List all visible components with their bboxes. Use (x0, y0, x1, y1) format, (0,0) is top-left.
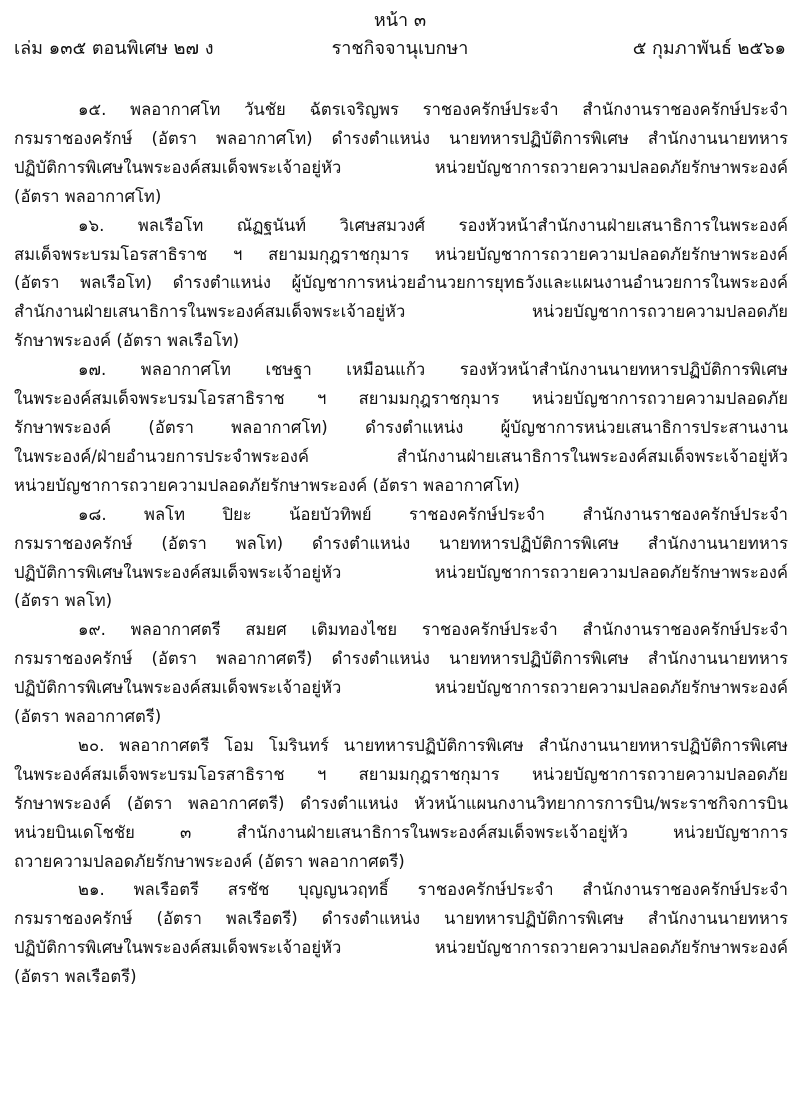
paragraph-line: กรมราชองครักษ์ (อัตรา พลอากาศตรี) ดำรงตำแหน่ง นายทหารปฏิบัติการพิเศษ สำนักงานนายทหาร (14, 649, 788, 669)
page-header (14, 35, 786, 63)
paragraph-line: รักษาพระองค์ (อัตรา พลเรือโท) (14, 331, 240, 351)
paragraph-line: ในพระองค์สมเด็จพระบรมโอรสาธิราช ฯ สยามมกุฎราชกุมาร หน่วยบัญชาการถวายความปลอดภัย (14, 764, 788, 784)
paragraph-line: (อัตรา พลโท) (14, 591, 113, 611)
document-body (14, 96, 788, 992)
paragraph-line: (อัตรา พลเรือโท) ดำรงตำแหน่ง ผู้บัญชาการหน่วยอำนวยการยุทธวังและแผนงานอำนวยการในพระองค์ (14, 273, 788, 293)
paragraph-line: ๒๐. พลอากาศตรี โอม โมรินทร์ นายทหารปฏิบัติการพิเศษ สำนักงานนายทหารปฏิบัติการพิเศษ (78, 735, 788, 755)
paragraph-line: ถวายความปลอดภัยรักษาพระองค์ (อัตรา พลอากาศตรี) (14, 851, 405, 871)
paragraph-line: ๑๙. พลอากาศตรี สมยศ เติมทองไชย ราชองครักษ์ประจำ สำนักงานราชองครักษ์ประจำ (78, 620, 788, 640)
appointment-paragraph (14, 732, 788, 877)
paragraph-line: ปฏิบัติการพิเศษในพระองค์สมเด็จพระเจ้าอยู่หัว หน่วยบัญชาการถวายความปลอดภัยรักษาพระองค์ (14, 938, 788, 958)
paragraph-line: ๒๑. พลเรือตรี สรชัช บุญญนวฤทธิ์ ราชองครักษ์ประจำ สำนักงานราชองครักษ์ประจำ (78, 880, 788, 900)
paragraph-line: ในพระองค์/ฝ่ายอำนวยการประจำพระองค์ สำนักงานฝ่ายเสนาธิการในพระองค์สมเด็จพระเจ้าอยู่หัว (14, 446, 788, 466)
paragraph-line: รักษาพระองค์ (อัตรา พลอากาศโท) ดำรงตำแหน่ง ผู้บัญชาการหน่วยเสนาธิการประสานงาน (14, 417, 788, 437)
appointment-paragraph (14, 356, 788, 501)
paragraph-line: กรมราชองครักษ์ (อัตรา พลเรือตรี) ดำรงตำแหน่ง นายทหารปฏิบัติการพิเศษ สำนักงานนายทหาร (14, 909, 788, 929)
appointment-paragraph (14, 876, 788, 992)
paragraph-line: สำนักงานฝ่ายเสนาธิการในพระองค์สมเด็จพระเจ้าอยู่หัว หน่วยบัญชาการถวายความปลอดภัย (14, 302, 788, 322)
paragraph-line: รักษาพระองค์ (อัตรา พลอากาศตรี) ดำรงตำแหน่ง หัวหน้าแผนกงานวิทยาการการบิน/พระราชกิจการบิน (14, 793, 788, 813)
header-date: ๕ กุมภาพันธ์ ๒๕๖๑ (632, 38, 786, 59)
paragraph-line: ๑๕. พลอากาศโท วันชัย ฉัตรเจริญพร ราชองครักษ์ประจำ สำนักงานราชองครักษ์ประจำ (78, 100, 788, 119)
page-number: หน้า ๓ (373, 10, 427, 31)
header-volume-issue: เล่ม ๑๓๕ ตอนพิเศษ ๒๗ ง (14, 38, 214, 59)
paragraph-line: (อัตรา พลเรือตรี) (14, 967, 137, 987)
header-publication-title: ราชกิจจานุเบกษา (331, 38, 469, 59)
appointment-paragraph (14, 501, 788, 617)
paragraph-line: หน่วยบินเดโชชัย ๓ สำนักงานฝ่ายเสนาธิการในพระองค์สมเด็จพระเจ้าอยู่หัว หน่วยบัญชาการ (14, 822, 788, 842)
paragraph-line: (อัตรา พลอากาศโท) (14, 186, 162, 206)
paragraph-line: กรมราชองครักษ์ (อัตรา พลอากาศโท) ดำรงตำแหน่ง นายทหารปฏิบัติการพิเศษ สำนักงานนายทหาร (14, 128, 788, 148)
paragraph-line: ปฏิบัติการพิเศษในพระองค์สมเด็จพระเจ้าอยู่หัว หน่วยบัญชาการถวายความปลอดภัยรักษาพระองค์ (14, 157, 788, 177)
paragraph-line: ในพระองค์สมเด็จพระบรมโอรสาธิราช ฯ สยามมกุฎราชกุมาร หน่วยบัญชาการถวายความปลอดภัย (14, 389, 788, 409)
paragraph-line: ปฏิบัติการพิเศษในพระองค์สมเด็จพระเจ้าอยู่หัว หน่วยบัญชาการถวายความปลอดภัยรักษาพระองค์ (14, 678, 788, 698)
paragraph-line: ๑๘. พลโท ปิยะ น้อยบัวทิพย์ ราชองครักษ์ประจำ สำนักงานราชองครักษ์ประจำ (78, 504, 788, 524)
paragraph-line: สมเด็จพระบรมโอรสาธิราช ฯ สยามมกุฎราชกุมาร หน่วยบัญชาการถวายความปลอดภัยรักษาพระองค์ (14, 244, 788, 264)
appointment-paragraph (14, 96, 788, 212)
paragraph-line: หน่วยบัญชาการถวายความปลอดภัยรักษาพระองค์ (อัตรา พลอากาศโท) (14, 475, 520, 495)
paragraph-line: กรมราชองครักษ์ (อัตรา พลโท) ดำรงตำแหน่ง นายทหารปฏิบัติการพิเศษ สำนักงานนายทหาร (14, 533, 788, 553)
paragraph-line: ปฏิบัติการพิเศษในพระองค์สมเด็จพระเจ้าอยู่หัว หน่วยบัญชาการถวายความปลอดภัยรักษาพระองค์ (14, 562, 788, 582)
paragraph-line: ๑๗. พลอากาศโท เชษฐา เหมือนแก้ว รองหัวหน้าสำนักงานนายทหารปฏิบัติการพิเศษ (78, 360, 788, 380)
appointment-paragraph (14, 212, 788, 357)
appointment-paragraph (14, 616, 788, 732)
paragraph-line: ๑๖. พลเรือโท ณัฏฐนันท์ วิเศษสมวงศ์ รองหัวหน้าสำนักงานฝ่ายเสนาธิการในพระองค์ (78, 215, 788, 235)
paragraph-line: (อัตรา พลอากาศตรี) (14, 707, 162, 727)
